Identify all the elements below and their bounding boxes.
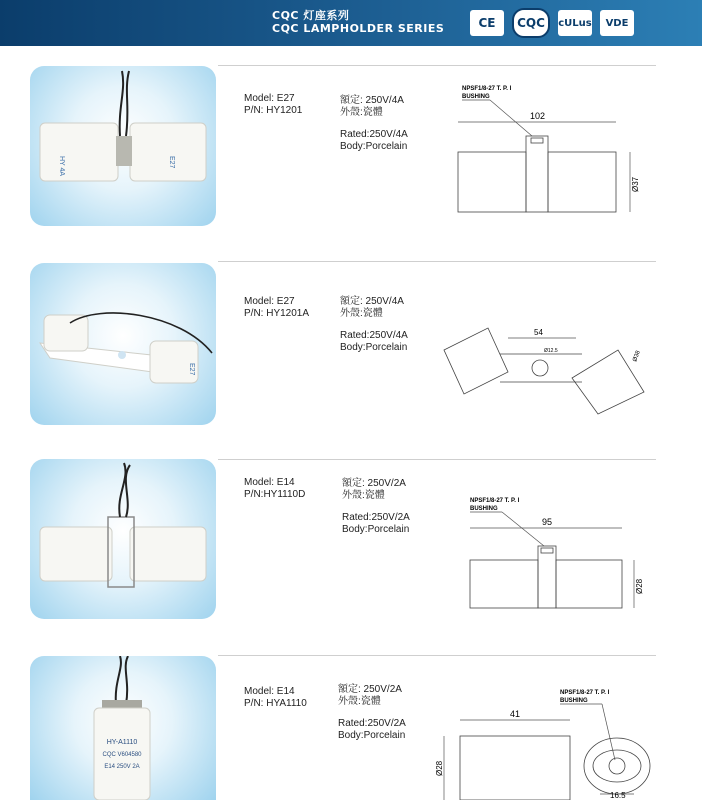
body-en: Body:Porcelain [340,141,408,152]
dim-width: 41 [510,709,521,719]
row-divider [218,65,656,66]
model-text: Model: E27 [244,93,295,104]
photo-label: HY 4A [58,156,65,177]
drawing-note: NPSF1/8-27 T. P. I [462,86,512,92]
page-header [0,0,702,46]
photo-label: CQC V604580 [102,752,142,758]
rating-en: Rated:250V/4A [340,129,408,140]
drawing-note: NPSF1/8-27 T. P. I [560,690,610,696]
drawing-note: BUSHING [462,94,490,100]
body-cn: 外殼:瓷體 [338,696,381,707]
dim-dia: Ø28 [435,760,444,776]
rating-en: Rated:250V/2A [338,718,406,729]
pn-text: P/N: HY1201A [244,308,310,319]
rating-cn: 額定: 250V/4A [340,296,404,307]
row-divider [218,655,656,656]
dim-hole: Ø12.5 [544,348,558,354]
header-title-en: CQC LAMPHOLDER SERIES [272,22,445,35]
body-en: Body:Porcelain [340,342,408,353]
row-divider [218,261,656,262]
body-cn: 外殼:瓷體 [340,308,383,319]
ce-logo: CE [470,10,504,36]
dim-width: 102 [530,111,546,121]
dim-dia: Ø37 [631,176,640,192]
vde-logo: VDE [600,10,634,36]
product-id [244,477,305,501]
product-photo [30,263,216,425]
drawing-note: BUSHING [470,506,498,512]
pn-text: P/N: HYA1110 [244,698,307,709]
dim-width: 54 [534,328,543,337]
row-divider [218,459,656,460]
product-photo [30,66,216,226]
pn-text: P/N:HY1110D [244,489,306,500]
photo-label: E14 250V 2A [104,764,140,770]
model-text: Model: E27 [244,296,295,307]
product-spec [338,684,406,742]
product-spec [340,296,408,354]
product-photo [30,656,216,800]
technical-drawing [440,322,660,417]
rating-en: Rated:250V/4A [340,330,408,341]
dim-dia: Ø38 [632,349,642,363]
technical-drawing [450,78,650,223]
body-en: Body:Porcelain [338,730,406,741]
product-id [244,93,302,117]
rating-en: Rated:250V/2A [342,512,410,523]
dim-width: 95 [542,517,553,527]
rating-cn: 額定: 250V/4A [340,95,404,106]
rating-cn: 額定: 250V/2A [338,684,402,695]
pn-text: P/N: HY1201 [244,105,303,116]
body-cn: 外殼:瓷體 [340,107,383,118]
technical-drawing [430,680,660,800]
photo-label: E27 [168,156,175,169]
header-title-cn: CQC 灯座系列 [272,9,350,22]
drawing-note: BUSHING [560,698,588,704]
technical-drawing [462,494,652,616]
body-en: Body:Porcelain [342,524,410,535]
rating-cn: 額定: 250V/2A [342,478,406,489]
photo-label: E27 [188,363,195,376]
dim-bottom: 16.5 [610,791,626,800]
body-cn: 外殼:瓷體 [342,490,385,501]
cqc-logo: CQC [512,8,550,38]
certification-logos [470,8,634,38]
product-id [244,296,309,320]
model-text: Model: E14 [244,477,295,488]
product-spec [340,95,408,153]
ul-logo: cULus [558,10,592,36]
product-id [244,686,307,710]
dim-dia: Ø28 [635,578,644,594]
product-spec [342,478,410,536]
model-text: Model: E14 [244,686,295,697]
photo-label: HY-A1110 [106,739,138,746]
product-photo [30,459,216,619]
drawing-note: NPSF1/8-27 T. P. I [470,498,520,504]
